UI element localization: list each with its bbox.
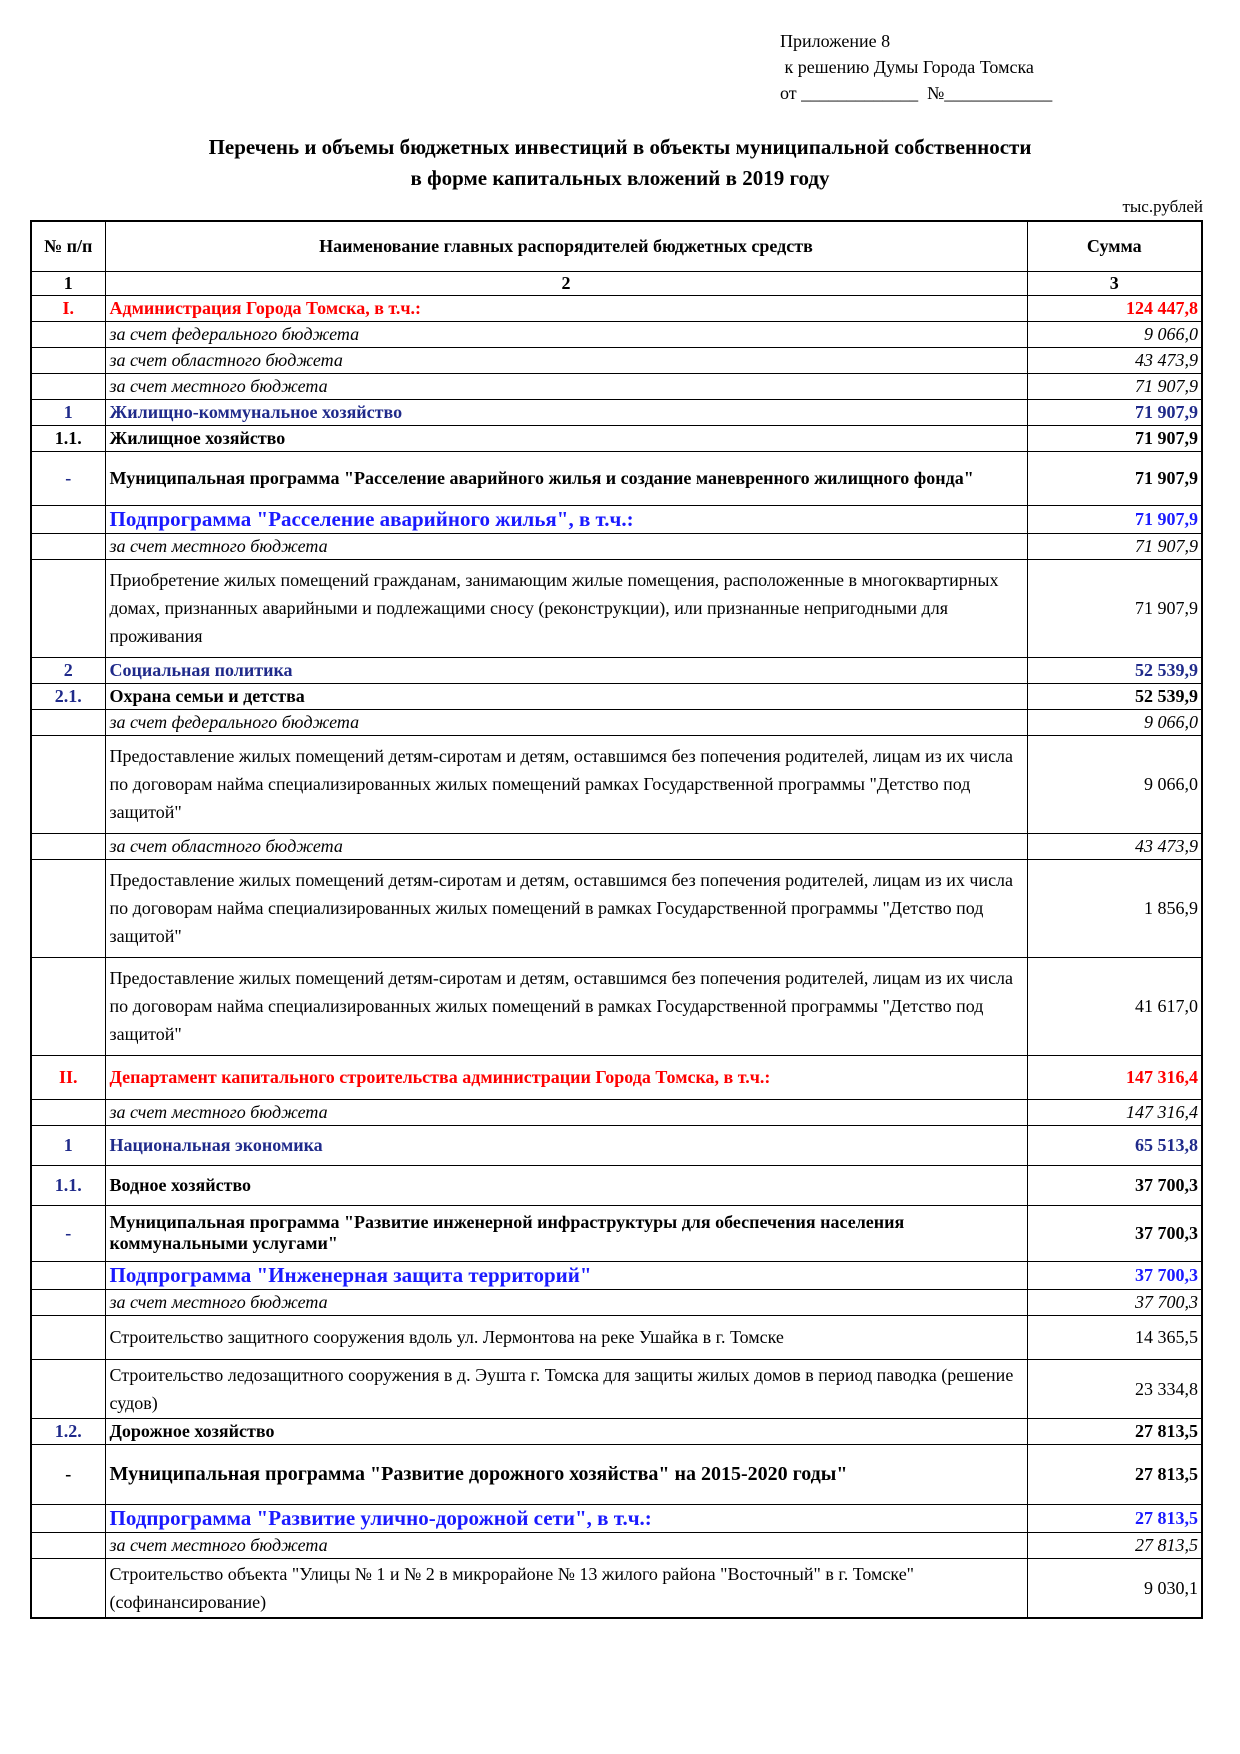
row-sum: 71 907,9 (1027, 533, 1202, 559)
row-name: Предоставление жилых помещений детям-сиротам и детям, оставшимся без попечения родителей, лицам из их числа по договорам найма специализированных жилых помещений в рамках Государственной программы "Детство под защитой" (105, 859, 1027, 957)
row-sum: 52 539,9 (1027, 657, 1202, 683)
row-name: Жилищное хозяйство (105, 425, 1027, 451)
table-row (31, 321, 1202, 347)
appendix-block (780, 28, 1052, 106)
row-number (31, 1315, 105, 1359)
row-sum: 71 907,9 (1027, 373, 1202, 399)
row-number (31, 533, 105, 559)
row-sum: 27 813,5 (1027, 1418, 1202, 1444)
header-name: Наименование главных распорядителей бюджетных средств (105, 221, 1027, 271)
row-name: Департамент капитального строительства администрации Города Томска, в т.ч.: (105, 1055, 1027, 1099)
row-number (31, 1558, 105, 1618)
table-row (31, 1289, 1202, 1315)
table-row (31, 1125, 1202, 1165)
row-number (31, 373, 105, 399)
row-sum: 43 473,9 (1027, 347, 1202, 373)
table-row (31, 683, 1202, 709)
row-sum: 71 907,9 (1027, 399, 1202, 425)
row-name: Дорожное хозяйство (105, 1418, 1027, 1444)
row-number: 2.1. (31, 683, 105, 709)
table-row (31, 347, 1202, 373)
table-row (31, 735, 1202, 833)
row-number (31, 859, 105, 957)
row-sum: 37 700,3 (1027, 1205, 1202, 1261)
row-number (31, 1504, 105, 1532)
table-row (31, 533, 1202, 559)
row-name: за счет федерального бюджета (105, 709, 1027, 735)
row-sum: 37 700,3 (1027, 1289, 1202, 1315)
table-row (31, 1165, 1202, 1205)
row-number: 1.1. (31, 425, 105, 451)
index-col-1: 1 (31, 271, 105, 295)
row-sum: 23 334,8 (1027, 1359, 1202, 1418)
row-name: Водное хозяйство (105, 1165, 1027, 1205)
row-sum: 27 813,5 (1027, 1504, 1202, 1532)
row-name: Предоставление жилых помещений детям-сиротам и детям, оставшимся без попечения родителей, лицам из их числа по договорам найма специализированных жилых помещений рамках Государственной программы "Детство под защитой" (105, 735, 1027, 833)
table-row (31, 833, 1202, 859)
row-sum: 9 066,0 (1027, 735, 1202, 833)
document-title (60, 132, 1180, 194)
row-name: за счет местного бюджета (105, 1099, 1027, 1125)
index-col-2: 2 (105, 271, 1027, 295)
row-name: за счет местного бюджета (105, 533, 1027, 559)
table-row (31, 373, 1202, 399)
appendix-line-2: к решению Думы Города Томска (780, 57, 1034, 77)
table-row (31, 957, 1202, 1055)
row-sum: 71 907,9 (1027, 505, 1202, 533)
table-row (31, 559, 1202, 657)
row-sum: 1 856,9 (1027, 859, 1202, 957)
row-number (31, 1099, 105, 1125)
row-number (31, 735, 105, 833)
row-name: за счет местного бюджета (105, 1289, 1027, 1315)
row-sum: 9 066,0 (1027, 709, 1202, 735)
table-row (31, 1261, 1202, 1289)
row-number: 1 (31, 1125, 105, 1165)
row-number (31, 833, 105, 859)
row-name: Строительство защитного сооружения вдоль ул. Лермонтова на реке Ушайка в г. Томске (105, 1315, 1027, 1359)
table-row (31, 859, 1202, 957)
row-number (31, 1261, 105, 1289)
table-row (31, 1558, 1202, 1618)
investment-table (30, 220, 1203, 1619)
table-body (31, 295, 1202, 1618)
row-number (31, 321, 105, 347)
table-row (31, 399, 1202, 425)
row-sum: 147 316,4 (1027, 1055, 1202, 1099)
appendix-line-1: Приложение 8 (780, 31, 891, 51)
appendix-line-3: от _____________ №____________ (780, 83, 1053, 103)
table-row (31, 1418, 1202, 1444)
table-row (31, 1055, 1202, 1099)
row-name: Предоставление жилых помещений детям-сиротам и детям, оставшимся без попечения родителей, лицам из их числа по договорам найма специализированных жилых помещений в рамках Государственной программы "Детство под защитой" (105, 957, 1027, 1055)
row-sum: 37 700,3 (1027, 1261, 1202, 1289)
row-number: 1.2. (31, 1418, 105, 1444)
row-sum: 65 513,8 (1027, 1125, 1202, 1165)
row-name: Администрация Города Томска, в т.ч.: (105, 295, 1027, 321)
row-name: Охрана семьи и детства (105, 683, 1027, 709)
table-row (31, 505, 1202, 533)
row-sum: 27 813,5 (1027, 1532, 1202, 1558)
row-number (31, 957, 105, 1055)
table-row (31, 425, 1202, 451)
row-name: за счет местного бюджета (105, 373, 1027, 399)
row-sum: 27 813,5 (1027, 1444, 1202, 1504)
row-number: 2 (31, 657, 105, 683)
row-number: - (31, 1205, 105, 1261)
row-name: Подпрограмма "Расселение аварийного жилья", в т.ч.: (105, 505, 1027, 533)
row-sum: 71 907,9 (1027, 451, 1202, 505)
table-row (31, 1205, 1202, 1261)
row-name: за счет областного бюджета (105, 833, 1027, 859)
row-name: Жилищно-коммунальное хозяйство (105, 399, 1027, 425)
table-row (31, 1359, 1202, 1418)
row-sum: 71 907,9 (1027, 425, 1202, 451)
row-number: 1.1. (31, 1165, 105, 1205)
row-sum: 52 539,9 (1027, 683, 1202, 709)
row-name: Муниципальная программа "Развитие инженерной инфраструктуры для обеспечения населения коммунальными услугами" (105, 1205, 1027, 1261)
row-sum: 37 700,3 (1027, 1165, 1202, 1205)
table-row (31, 1444, 1202, 1504)
row-sum: 71 907,9 (1027, 559, 1202, 657)
row-name: Строительство ледозащитного сооружения в д. Эушта г. Томска для защиты жилых домов в период паводка (решение судов) (105, 1359, 1027, 1418)
row-number: - (31, 1444, 105, 1504)
row-sum: 43 473,9 (1027, 833, 1202, 859)
row-name: Муниципальная программа "Расселение аварийного жилья и создание маневренного жилищного фонда" (105, 451, 1027, 505)
row-sum: 41 617,0 (1027, 957, 1202, 1055)
row-name: Муниципальная программа "Развитие дорожного хозяйства" на 2015-2020 годы" (105, 1444, 1027, 1504)
row-name: Социальная политика (105, 657, 1027, 683)
row-number: I. (31, 295, 105, 321)
row-number (31, 1532, 105, 1558)
table-row (31, 709, 1202, 735)
row-name: Национальная экономика (105, 1125, 1027, 1165)
row-number (31, 709, 105, 735)
row-name: Подпрограмма "Развитие улично-дорожной сети", в т.ч.: (105, 1504, 1027, 1532)
row-number (31, 505, 105, 533)
row-sum: 124 447,8 (1027, 295, 1202, 321)
row-number: 1 (31, 399, 105, 425)
row-name: за счет федерального бюджета (105, 321, 1027, 347)
row-name: за счет местного бюджета (105, 1532, 1027, 1558)
table-row (31, 1504, 1202, 1532)
header-sum: Сумма (1027, 221, 1202, 271)
table-row (31, 1315, 1202, 1359)
table-row (31, 1099, 1202, 1125)
row-name: Строительство объекта "Улицы № 1 и № 2 в микрорайоне № 13 жилого района "Восточный" в г. Томске" (софинансирование) (105, 1558, 1027, 1618)
table-row (31, 451, 1202, 505)
row-sum: 9 030,1 (1027, 1558, 1202, 1618)
table-row (31, 657, 1202, 683)
row-sum: 9 066,0 (1027, 321, 1202, 347)
units-label: тыс.рублей (1122, 197, 1203, 216)
title-line-2: в форме капитальных вложений в 2019 году (410, 166, 830, 190)
row-number: - (31, 451, 105, 505)
index-col-3: 3 (1027, 271, 1202, 295)
header-num: № п/п (31, 221, 105, 271)
row-sum: 147 316,4 (1027, 1099, 1202, 1125)
row-number (31, 559, 105, 657)
table-row (31, 1532, 1202, 1558)
table-index-row (31, 271, 1202, 295)
table-header-row (31, 221, 1202, 271)
row-number (31, 1359, 105, 1418)
table-row (31, 295, 1202, 321)
row-number (31, 347, 105, 373)
row-number (31, 1289, 105, 1315)
row-sum: 14 365,5 (1027, 1315, 1202, 1359)
row-name: Подпрограмма "Инженерная защита территорий" (105, 1261, 1027, 1289)
row-name: Приобретение жилых помещений гражданам, занимающим жилые помещения, расположенные в многоквартирных домах, признанных аварийными и подлежащими сносу (реконструкции), или признанные непригодными для проживания (105, 559, 1027, 657)
row-number: II. (31, 1055, 105, 1099)
title-line-1: Перечень и объемы бюджетных инвестиций в объекты муниципальной собственности (208, 135, 1032, 159)
row-name: за счет областного бюджета (105, 347, 1027, 373)
